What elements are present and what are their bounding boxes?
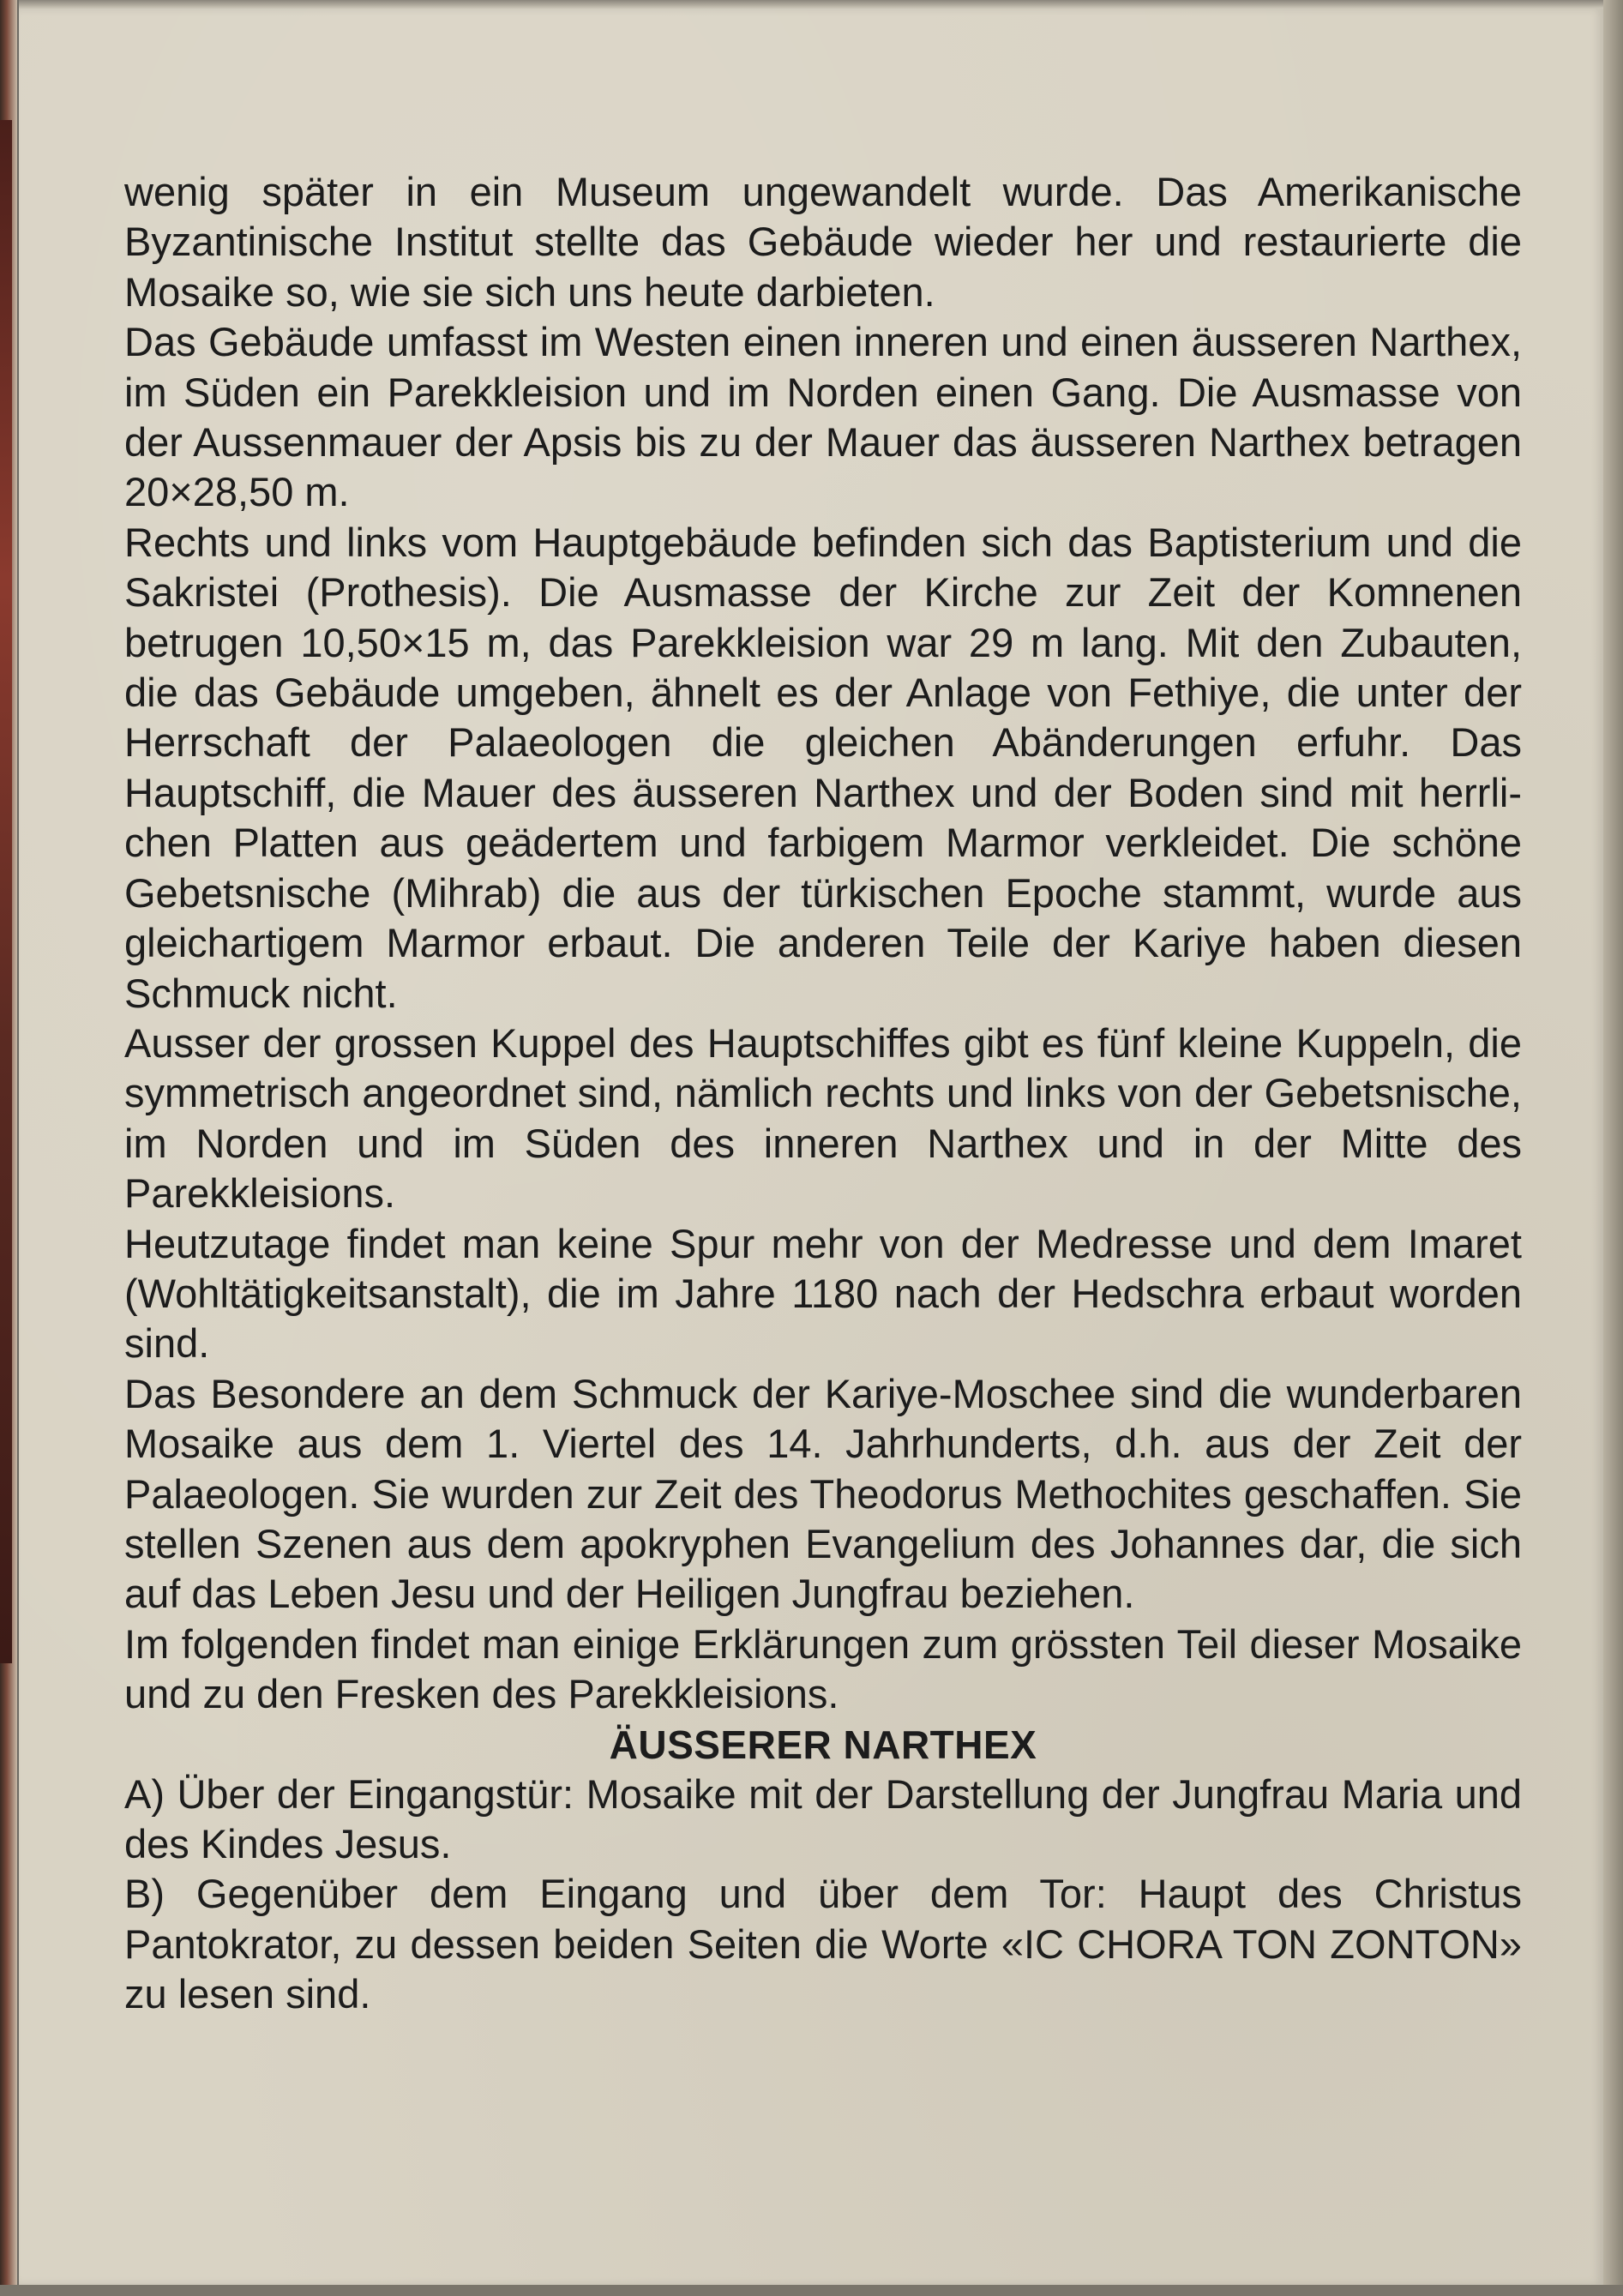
paragraph-baptisterium: Rechts und links vom Hauptgebäude befinden sich das Baptisterium und die Sakristei (Prothesis). Die Ausmasse der Kirche zur Zeit der Komnenen betrugen 10,50×15 m, das Parekkleision war 29 m lang. Mit den Zubauten, die das Gebäude umgeben, ähnelt es der Anlage von Fethiye, die unter der Herrschaft der Palaeologen die gleichen Abänderungen erfuhr. Das Hauptschiff, die Mauer des äusseren Narthex und der Boden sind mit herrlichen Platten aus geädertem und farbigem Marmor verkleidet. Die schöne Gebetsnische (Mihrab) die aus der türkischen Epoche stammt, wurde aus gleichartigem Marmor erbaut. Die anderen Teile der Kariye haben diesen Schmuck nicht. — [124, 519, 1522, 1016]
page-right-edge — [1603, 0, 1623, 2296]
list-item-a: A) Über der Eingangstür: Mosaike mit der Darstellung der Jungfrau Maria und des Kindes Jesus. — [124, 1770, 1522, 1866]
page-bottom-edge — [0, 2285, 1623, 2296]
paragraph-domes: Ausser der grossen Kuppel des Hauptschiffes gibt es fünf kleine Kuppeln, die symmetrisch angeordnet sind, nämlich rechts und links von der Gebetsnische, im Norden und im Süden des inneren Narthex und in der Mitte des Parekkleisions. — [124, 1019, 1522, 1217]
section-heading: ÄUSSERER NARTHEX — [609, 1722, 1037, 1767]
book-spine-edge — [0, 0, 17, 2296]
page-text-block — [124, 167, 1522, 2020]
paragraph-museum: wenig später in ein Museum ungewandelt wurde. Das Amerikanische Byzantinische Institut stellte das Gebäude wieder her und restaurierte die Mosaike so, wie sie sich uns heute darbieten. — [124, 169, 1522, 315]
paragraph-mosaics: Das Besondere an dem Schmuck der Kariye-Moschee sind die wunderbaren Mosaike aus dem 1. Viertel des 14. Jahrhunderts, d.h. aus der Zeit der Palaeologen. Sie wurden zur Zeit des Theodorus Methochites geschaffen. Sie stellen Szenen aus dem apokryphen Evangelium des Johannes dar, die sich auf das Leben Jesu und der Heiligen Jungfrau beziehen. — [124, 1370, 1522, 1617]
list-item-b: B) Gegenüber dem Eingang und über dem Tor: Haupt des Christus Pantokrator, zu dessen beiden Seiten die Worte «IC CHORA TON ZONTON» zu lesen sind. — [124, 1871, 1522, 2017]
paragraph-explanations: Im folgenden findet man einige Erklärungen zum grössten Teil dieser Mosaike und zu den Fresken des Parekkleisions. — [124, 1620, 1522, 1717]
paragraph-medresse: Heutzutage findet man keine Spur mehr von der Medresse und dem Imaret (Wohltätigkeitsanstalt), die im Jahre 1180 nach der Hedschra erbaut worden sind. — [124, 1220, 1522, 1367]
facing-page-edge — [0, 120, 12, 1663]
paragraph-building-layout: Das Gebäude umfasst im Westen einen inneren und einen äusseren Narthex, im Süden ein Parekkleision und im Norden einen Gang. Die Ausmasse von der Aussenmauer der Apsis bis zu der Mauer das äusseren Narthex betragen 20×28,50 m. — [124, 319, 1522, 515]
